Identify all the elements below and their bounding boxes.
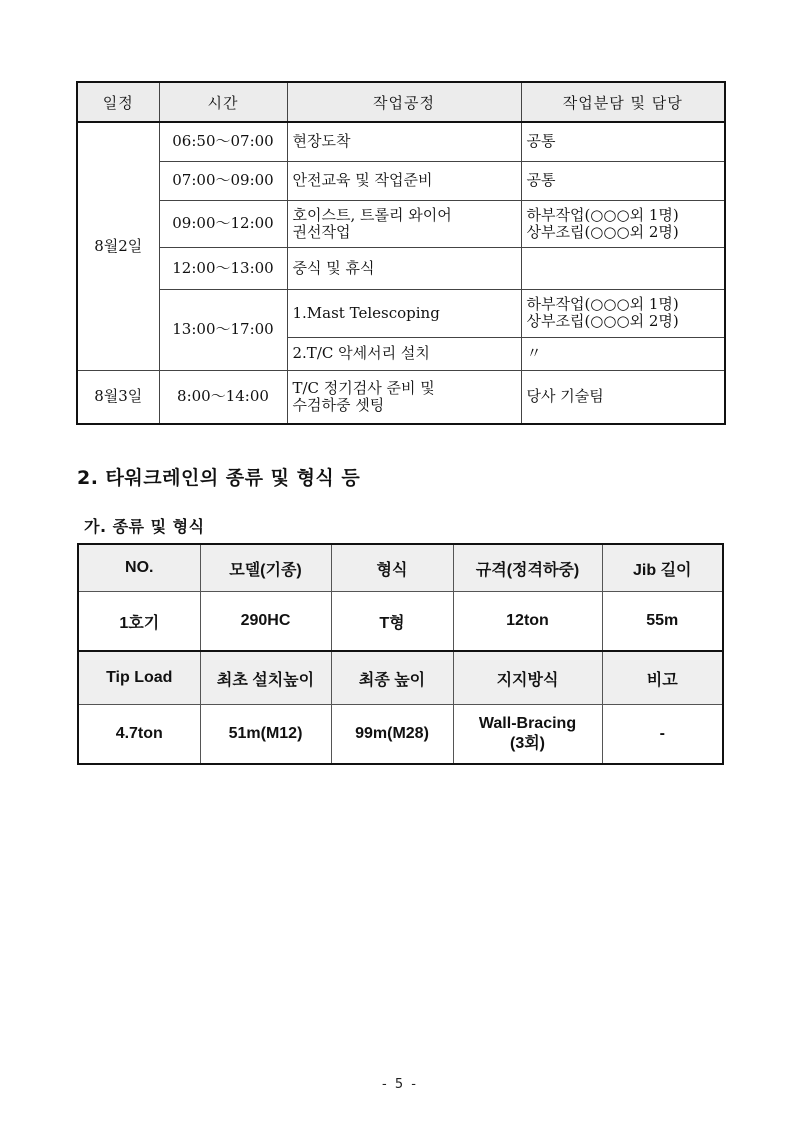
- task-line: T/C 정기검사 준비 및: [292, 378, 435, 397]
- schedule-header-row: [77, 82, 725, 122]
- spec-support: [453, 705, 602, 765]
- header-process: 작업공정: [287, 82, 521, 122]
- time-cell: 06:50～07:00: [159, 122, 287, 161]
- spec-model: 290HC: [200, 592, 331, 652]
- assign-line: 하부작업(○○○외 1명): [526, 295, 679, 313]
- time-cell: 13:00～17:00: [159, 289, 287, 370]
- spec-header-no: NO.: [78, 544, 200, 592]
- crane-spec-table: [77, 543, 724, 765]
- time-cell: 8:00～14:00: [159, 370, 287, 424]
- assign-cell: 공통: [521, 122, 725, 161]
- time-cell: 07:00～09:00: [159, 161, 287, 200]
- spec-final-height: 99m(M28): [331, 705, 453, 765]
- header-time: 시간: [159, 82, 287, 122]
- section-title: 2. 타워크레인의 종류 및 형식 등: [77, 467, 361, 489]
- assign-cell: 공통: [521, 161, 725, 200]
- spec-capacity: 12ton: [453, 592, 602, 652]
- spec-header-remarks: 비고: [602, 651, 723, 705]
- header-date: 일정: [77, 82, 159, 122]
- spec-initial-height: 51m(M12): [200, 705, 331, 765]
- header-assignment: 작업분담 및 담당: [521, 82, 725, 122]
- task-cell: 현장도착: [287, 122, 521, 161]
- assign-line: 상부조립(○○○외 2명): [526, 222, 679, 241]
- spec-header-row: [78, 651, 723, 705]
- spec-remarks: -: [602, 705, 723, 765]
- table-row: [77, 200, 725, 247]
- date-cell-day1: 8월2일: [77, 122, 159, 370]
- page-number: - 5 -: [382, 1077, 418, 1092]
- task-cell: 2.T/C 악세서리 설치: [287, 337, 521, 370]
- subsection-title: 가. 종류 및 형식: [84, 517, 205, 536]
- task-line: 수검하중 셋팅: [292, 395, 385, 414]
- assign-cell: 당사 기술팀: [521, 370, 725, 424]
- spec-header-support: 지지방식: [453, 651, 602, 705]
- time-cell: 12:00～13:00: [159, 247, 287, 289]
- spec-type: T형: [331, 592, 453, 652]
- assign-cell: [521, 247, 725, 289]
- table-row: [77, 247, 725, 289]
- task-cell: 안전교육 및 작업준비: [287, 161, 521, 200]
- table-row: [77, 370, 725, 424]
- spec-header-jib: Jib 길이: [602, 544, 723, 592]
- spec-header-initial-height: 최초 설치높이: [200, 651, 331, 705]
- spec-header-row: [78, 544, 723, 592]
- task-cell: [287, 370, 521, 424]
- task-line: 호이스트, 트롤리 와이어: [292, 205, 452, 224]
- support-method: Wall-Bracing: [478, 715, 577, 732]
- task-line: 권선작업: [292, 222, 351, 241]
- spec-header-final-height: 최종 높이: [331, 651, 453, 705]
- table-row: [77, 161, 725, 200]
- date-cell-day2: 8월3일: [77, 370, 159, 424]
- work-schedule-table: [76, 81, 726, 425]
- spec-tipload: 4.7ton: [78, 705, 200, 765]
- spec-value-row: [78, 592, 723, 652]
- spec-jib: 55m: [602, 592, 723, 652]
- assign-cell: [521, 289, 725, 337]
- spec-header-model: 모델(기종): [200, 544, 331, 592]
- assign-line: 상부조립(○○○외 2명): [526, 312, 679, 330]
- spec-no: 1호기: [78, 592, 200, 652]
- task-cell: 중식 및 휴식: [287, 247, 521, 289]
- time-cell: 09:00～12:00: [159, 200, 287, 247]
- spec-header-capacity: 규격(정격하중): [453, 544, 602, 592]
- spec-value-row: [78, 705, 723, 765]
- spec-header-type: 형식: [331, 544, 453, 592]
- assign-line: 하부작업(○○○외 1명): [526, 205, 679, 224]
- assign-cell: [521, 200, 725, 247]
- task-cell: 1.Mast Telescoping: [287, 289, 521, 337]
- table-row: [77, 289, 725, 337]
- table-row: [77, 122, 725, 161]
- assign-cell: 〃: [521, 337, 725, 370]
- spec-header-tipload: Tip Load: [78, 651, 200, 705]
- support-count: (3회): [509, 735, 545, 752]
- task-cell: [287, 200, 521, 247]
